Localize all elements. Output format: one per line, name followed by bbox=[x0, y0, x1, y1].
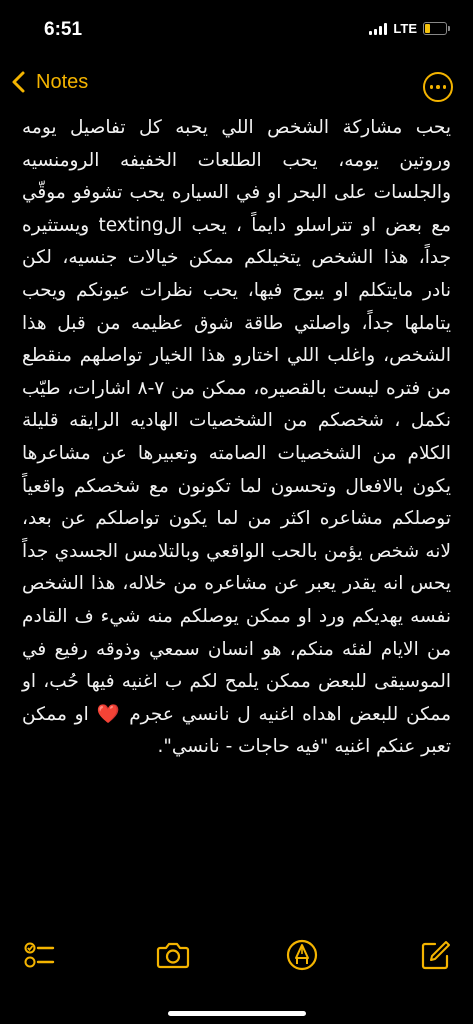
signal-icon bbox=[369, 23, 387, 35]
network-label: LTE bbox=[393, 21, 417, 36]
status-bar bbox=[0, 0, 473, 60]
navigation-bar bbox=[0, 60, 473, 108]
bottom-toolbar bbox=[0, 930, 473, 982]
battery-icon bbox=[423, 22, 447, 35]
camera-icon[interactable] bbox=[156, 938, 190, 972]
compose-icon[interactable] bbox=[419, 938, 453, 972]
back-label: Notes bbox=[36, 70, 89, 93]
ellipsis-circle-icon[interactable] bbox=[423, 72, 453, 102]
status-time: 6:51 bbox=[44, 19, 83, 40]
pen-tip-circle-icon[interactable] bbox=[285, 938, 319, 972]
note-body[interactable]: يحب مشاركة الشخص اللي يحبه كل تفاصيل يومه وروتين يومه، يحب الطلعات الخفيفه الرومنسيه والجلسات على البحر او في السياره يحب تشوفو موقّي مع بعض او تتراسلو دايماً ، يحب الtexting ويستثيره جداً، هذا الشخص يتخيلكم ممكن خيالات جنسيه، لكن نادر مايتكلم او يبوح فيها، يحب نظرات عيونكم ويحب يتاملها جداً، واصلتي طاقة شوق عظيمه من قبل هذا الشخص، واغلب اللي اختارو هذا الخيار تواصلهم منقطع من فتره ليست بالقصيره، ممكن من ٧-٨ اشارات، طيّب نكمل ، شخصكم من الشخصيات الهاديه الرايقه قليلة الكلام من الشخصيات الصامته وتعبيرها عن مشاعرها يكون بالافعال وتحسون لما تكونون مع شخصكم واقعياً توصلكم مشاعره اكثر من لما يكون تواصلكم عن بعد، لانه شخص يؤمن بالحب الواقعي وبالتلامس الجسدي جداً يحس انه يقدر يعبر عن مشاعره من خلاله، هذا الشخص نفسه يهديكم ورد او ممكن يوصلكم منه شيء ف القادم من الايام لفئه منكم، هو انسان سمعي وذوقه رفيع في الموسيقى للبعض ممكن يلمح لكم ب اغنيه فيها حُب، او ممكن للبعض اهداه اغنيه ل نانسي عجرم ❤️ او ممكن تعبر عنكم اغنيه "فيه حاجات - نانسي". bbox=[16, 117, 451, 758]
back-button[interactable] bbox=[10, 70, 88, 94]
status-icons bbox=[369, 21, 447, 36]
home-indicator bbox=[168, 1011, 306, 1016]
chevron-left-icon bbox=[10, 70, 30, 94]
checklist-icon[interactable] bbox=[22, 938, 56, 972]
